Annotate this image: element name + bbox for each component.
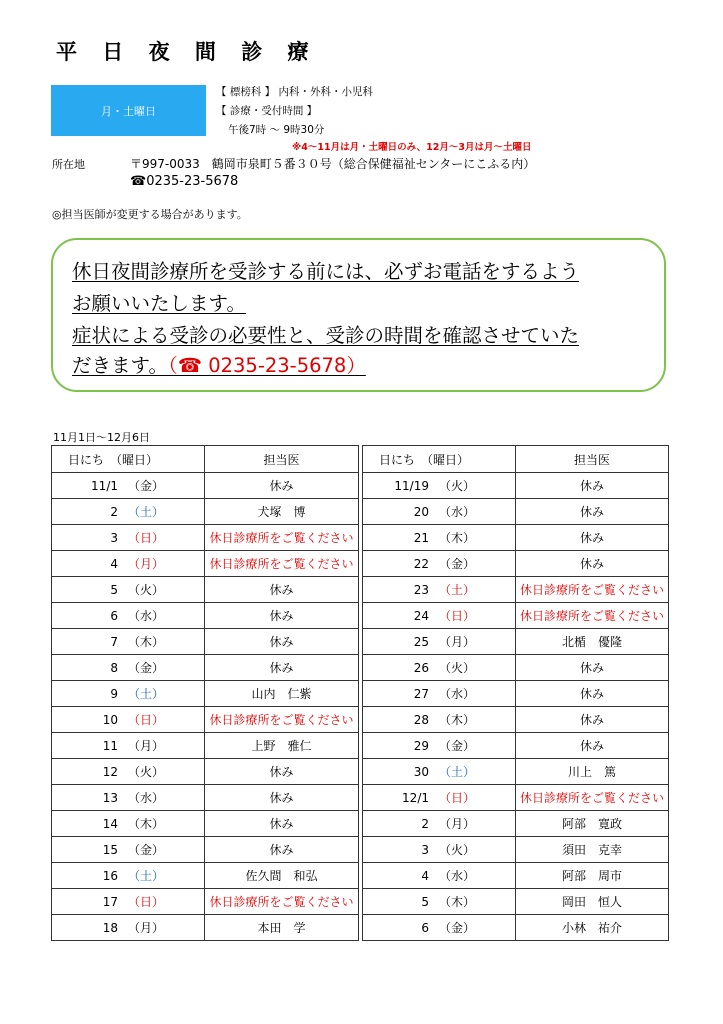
left-date-cell [52, 733, 205, 759]
left-date-cell [52, 863, 205, 889]
notice-line-1: 休日夜間診療所を受診する前には、必ずお電話をするよう [72, 260, 580, 283]
left-doctor-cell: 休日診療所をご覧ください [205, 889, 359, 915]
address-label: 所在地 [52, 158, 85, 171]
left-date-cell [52, 499, 205, 525]
weekday: （土） [128, 687, 165, 701]
left-date-cell [52, 785, 205, 811]
right-date-cell [363, 655, 516, 681]
right-date-cell [363, 863, 516, 889]
date-number: 17 [102, 895, 118, 909]
date-number: 25 [413, 635, 429, 649]
date-number: 30 [413, 765, 429, 779]
left-doctor-cell: 休み [205, 811, 359, 837]
day-badge [51, 85, 206, 136]
date-number: 2 [110, 505, 118, 519]
right-doctor-cell: 休み [516, 551, 669, 577]
date-number: 18 [102, 921, 118, 935]
left-doctor-cell: 佐久間 和弘 [205, 863, 359, 889]
date-number: 11 [102, 739, 118, 753]
weekday: （土） [439, 583, 476, 597]
right-date-cell [363, 525, 516, 551]
header-date-left: 日にち （曜日） [52, 446, 205, 473]
left-date-cell [52, 551, 205, 577]
day-badge-label: 月・土曜日 [101, 104, 156, 118]
date-number: 11/1 [91, 479, 118, 493]
weekday: （水） [439, 505, 476, 519]
right-doctor-cell: 休み [516, 733, 669, 759]
left-date-cell [52, 681, 205, 707]
table-row [52, 759, 669, 785]
left-doctor-cell: 休日診療所をご覧ください [205, 707, 359, 733]
phone-number: ☎0235-23-5678 [130, 174, 239, 189]
table-row [52, 889, 669, 915]
date-number: 3 [421, 843, 429, 857]
date-number: 3 [110, 531, 118, 545]
left-date-cell [52, 577, 205, 603]
date-number: 12/1 [402, 791, 429, 805]
header-doctor-left: 担当医 [205, 446, 359, 473]
notice-box [51, 238, 666, 392]
weekday: （木） [128, 817, 165, 831]
table-row [52, 655, 669, 681]
table-header-row [52, 446, 669, 473]
weekday: （水） [439, 687, 476, 701]
table-row [52, 525, 669, 551]
right-doctor-cell: 休日診療所をご覧ください [516, 603, 669, 629]
weekday: （木） [439, 895, 476, 909]
right-date-cell [363, 837, 516, 863]
right-date-cell [363, 603, 516, 629]
left-date-cell [52, 525, 205, 551]
date-number: 7 [110, 635, 118, 649]
right-doctor-cell: 川上 篤 [516, 759, 669, 785]
right-doctor-cell: 休み [516, 525, 669, 551]
left-doctor-cell: 休み [205, 837, 359, 863]
right-date-cell [363, 681, 516, 707]
date-number: 22 [413, 557, 429, 571]
date-number: 11/19 [394, 479, 429, 493]
weekday: （日） [439, 791, 476, 805]
date-number: 4 [110, 557, 118, 571]
right-doctor-cell: 休日診療所をご覧ください [516, 577, 669, 603]
right-doctor-cell: 阿部 周市 [516, 863, 669, 889]
disclaimer: ◎担当医師が変更する場合があります。 [52, 208, 248, 221]
table-row [52, 499, 669, 525]
weekday: （日） [128, 531, 165, 545]
date-number: 2 [421, 817, 429, 831]
date-number: 10 [102, 713, 118, 727]
date-number: 26 [413, 661, 429, 675]
header-date-right: 日にち （曜日） [363, 446, 516, 473]
weekday: （水） [439, 869, 476, 883]
weekday: （日） [128, 713, 165, 727]
weekday: （金） [439, 739, 476, 753]
right-doctor-cell: 休日診療所をご覧ください [516, 785, 669, 811]
date-number: 24 [413, 609, 429, 623]
weekday: （木） [128, 635, 165, 649]
table-row [52, 473, 669, 499]
table-row [52, 733, 669, 759]
right-date-cell [363, 707, 516, 733]
table-row [52, 629, 669, 655]
weekday: （水） [128, 791, 165, 805]
left-date-cell [52, 473, 205, 499]
left-date-cell [52, 811, 205, 837]
left-date-cell [52, 707, 205, 733]
right-doctor-cell: 阿部 寛政 [516, 811, 669, 837]
left-doctor-cell: 本田 学 [205, 915, 359, 941]
table-row [52, 577, 669, 603]
date-number: 8 [110, 661, 118, 675]
left-doctor-cell: 上野 雅仁 [205, 733, 359, 759]
left-doctor-cell: 休み [205, 759, 359, 785]
right-doctor-cell: 休み [516, 473, 669, 499]
weekday: （日） [128, 895, 165, 909]
date-number: 9 [110, 687, 118, 701]
weekday: （土） [439, 765, 476, 779]
weekday: （火） [128, 583, 165, 597]
page-title: 平 日 夜 間 診 療 [56, 40, 318, 64]
weekday: （土） [128, 869, 165, 883]
table-row [52, 915, 669, 941]
weekday: （金） [128, 843, 165, 857]
right-date-cell [363, 629, 516, 655]
left-doctor-cell: 休日診療所をご覧ください [205, 525, 359, 551]
right-date-cell [363, 811, 516, 837]
weekday: （火） [439, 479, 476, 493]
table-row [52, 863, 669, 889]
notice-phone: （☎ 0235-23-5678） [167, 354, 366, 377]
left-doctor-cell: 休み [205, 473, 359, 499]
right-doctor-cell: 岡田 恒人 [516, 889, 669, 915]
left-doctor-cell: 休み [205, 655, 359, 681]
notice-line-4 [72, 350, 366, 378]
left-doctor-cell: 休み [205, 629, 359, 655]
date-number: 28 [413, 713, 429, 727]
date-number: 4 [421, 869, 429, 883]
weekday: （金） [439, 921, 476, 935]
table-row [52, 785, 669, 811]
right-date-cell [363, 889, 516, 915]
weekday: （月） [128, 557, 165, 571]
right-date-cell [363, 733, 516, 759]
right-date-cell [363, 759, 516, 785]
date-number: 23 [413, 583, 429, 597]
left-doctor-cell: 休日診療所をご覧ください [205, 551, 359, 577]
date-number: 13 [102, 791, 118, 805]
weekday: （火） [128, 765, 165, 779]
weekday: （火） [439, 843, 476, 857]
left-date-cell [52, 629, 205, 655]
right-doctor-cell: 北楯 優隆 [516, 629, 669, 655]
left-date-cell [52, 915, 205, 941]
left-doctor-cell: 休み [205, 785, 359, 811]
notice-line-3: 症状による受診の必要性と、受診の時間を確認させていた [72, 324, 580, 347]
date-number: 6 [110, 609, 118, 623]
weekday: （木） [439, 713, 476, 727]
left-date-cell [52, 603, 205, 629]
table-row [52, 811, 669, 837]
weekday: （水） [128, 609, 165, 623]
weekday: （土） [128, 505, 165, 519]
address-line: 〒997-0033 鶴岡市泉町５番３０号（総合保健福祉センターにこふる内） [130, 157, 536, 171]
right-doctor-cell: 小林 祐介 [516, 915, 669, 941]
right-date-cell [363, 785, 516, 811]
hours-value: 午後7時 ～ 9時30分 [228, 124, 325, 136]
weekday: （月） [439, 817, 476, 831]
weekday: （金） [128, 661, 165, 675]
right-doctor-cell: 休み [516, 655, 669, 681]
table-row [52, 837, 669, 863]
season-note: ※4～11月は月・土曜日のみ、12月～3月は月～土曜日 [292, 142, 532, 153]
date-number: 14 [102, 817, 118, 831]
table-row [52, 681, 669, 707]
header-doctor-right: 担当医 [516, 446, 669, 473]
left-doctor-cell: 休み [205, 603, 359, 629]
hours-label: 【 診療・受付時間 】 [216, 105, 318, 117]
right-date-cell [363, 577, 516, 603]
right-doctor-cell: 休み [516, 499, 669, 525]
date-number: 21 [413, 531, 429, 545]
weekday: （日） [439, 609, 476, 623]
schedule-table [51, 445, 669, 941]
date-number: 29 [413, 739, 429, 753]
weekday: （月） [439, 635, 476, 649]
left-date-cell [52, 759, 205, 785]
left-doctor-cell: 休み [205, 577, 359, 603]
date-number: 16 [102, 869, 118, 883]
date-number: 5 [110, 583, 118, 597]
notice-line-2: お願いいたします。 [72, 292, 246, 315]
right-doctor-cell: 休み [516, 707, 669, 733]
schedule-period: 11月1日～12月6日 [53, 431, 150, 444]
table-row [52, 603, 669, 629]
table-row [52, 551, 669, 577]
date-number: 27 [413, 687, 429, 701]
right-doctor-cell: 休み [516, 681, 669, 707]
right-date-cell [363, 473, 516, 499]
left-date-cell [52, 837, 205, 863]
date-number: 5 [421, 895, 429, 909]
date-number: 6 [421, 921, 429, 935]
date-number: 12 [102, 765, 118, 779]
left-date-cell [52, 889, 205, 915]
left-doctor-cell: 犬塚 博 [205, 499, 359, 525]
notice-line-4-text: だきます。 [72, 354, 168, 377]
weekday: （月） [128, 921, 165, 935]
weekday: （月） [128, 739, 165, 753]
weekday: （火） [439, 661, 476, 675]
left-doctor-cell: 山内 仁紫 [205, 681, 359, 707]
weekday: （金） [128, 479, 165, 493]
date-number: 15 [102, 843, 118, 857]
right-date-cell [363, 499, 516, 525]
right-date-cell [363, 551, 516, 577]
weekday: （金） [439, 557, 476, 571]
right-date-cell [363, 915, 516, 941]
weekday: （木） [439, 531, 476, 545]
department-info: 【 標榜科 】 内科・外科・小児科 [216, 86, 374, 98]
right-doctor-cell: 須田 克幸 [516, 837, 669, 863]
date-number: 20 [413, 505, 429, 519]
table-row [52, 707, 669, 733]
left-date-cell [52, 655, 205, 681]
